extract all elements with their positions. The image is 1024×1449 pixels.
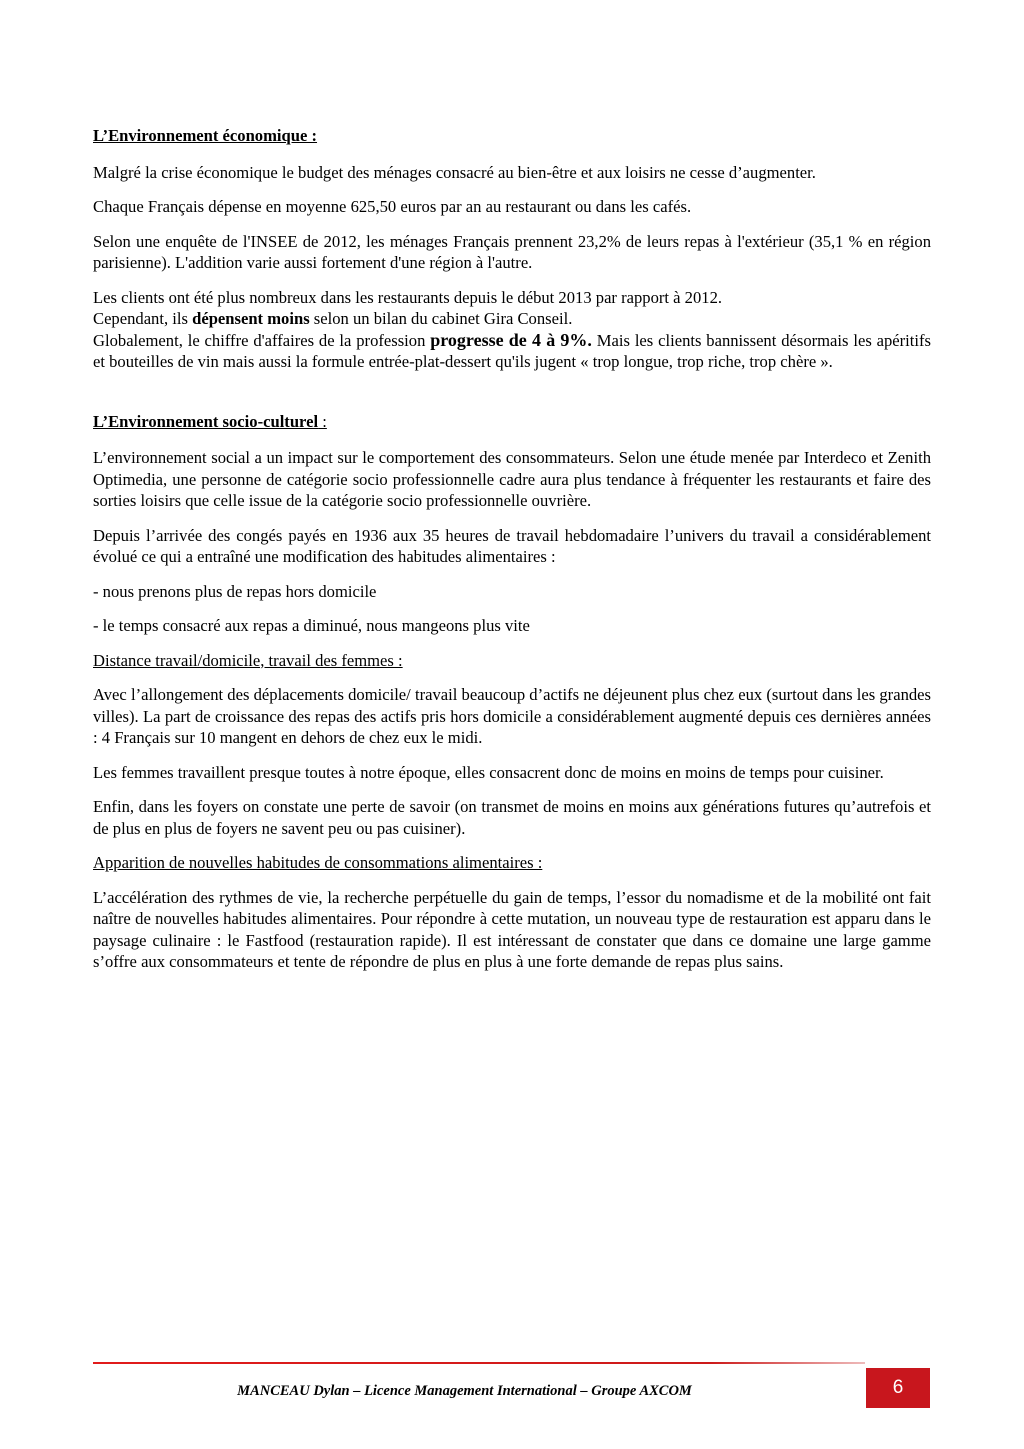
paragraph-eco-1: Malgré la crise économique le budget des ménages consacré au bien-être et aux loisirs ne cesse d’augmenter.: [93, 162, 816, 182]
eco-4-line-3-end: Mais les clients bannissent désormais les apéritifs et bouteilles de vin mais aussi la formule entrée-plat-dessert qu'ils jugent « trop longue, trop riche, trop chère ».: [93, 330, 931, 371]
paragraph-socio-2: Depuis l’arrivée des congés payés en 1936 aux 35 heures de travail hebdomadaire l’univers du travail a considérablement évolué ce qui a entraîné une modification des habitudes alimentaires :: [93, 525, 931, 566]
page-number-badge: 6: [866, 1368, 930, 1408]
list-item-temps-repas: - le temps consacré aux repas a diminué, nous mangeons plus vite: [93, 616, 530, 635]
eco-4-line-2-start: Cependant, ils: [93, 309, 193, 328]
eco-4-line-1: Les clients ont été plus nombreux dans les restaurants depuis le début 2013 par rapport à 2012.: [93, 287, 723, 307]
eco-4-line-3-start: Globalement, le chiffre d'affaires de la profession: [93, 330, 431, 350]
eco-4-line-2-end: selon un bilan du cabinet Gira Conseil.: [309, 309, 573, 328]
list-item-repas-hors-domicile: - nous prenons plus de repas hors domicile: [93, 581, 377, 601]
paragraph-eco-2: Chaque Français dépense en moyenne 625,50 euros par an au restaurant ou dans les cafés.: [93, 197, 692, 216]
paragraph-distance-3: Enfin, dans les foyers on constate une perte de savoir (on transmet de moins en moins aux générations futures qu’autrefois et de plus en plus de foyers ne savent peu ou pas cuisiner).: [93, 797, 931, 838]
paragraph-distance-2: Les femmes travaillent presque toutes à notre époque, elles consacrent donc de moins en moins de temps pour cuisiner.: [93, 762, 884, 782]
paragraph-distance-1: Avec l’allongement des déplacements domicile/ travail beaucoup d’actifs ne déjeunent plus chez eux (surtout dans les grandes villes). La part de croissance des repas des actifs pris hors domicile a considérablement augmenté depuis ces dernières années : 4 Français sur 10 mangent en dehors de chez eux le midi.: [93, 685, 931, 747]
document-page: [93, 118, 931, 986]
heading-environnement-socio-culturel: [93, 411, 931, 433]
paragraph-apparition-1: L’accélération des rythmes de vie, la recherche perpétuelle du gain de temps, l’essor du nomadisme et de la mobilité ont fait naître de nouvelles habitudes alimentaires. Pour répondre à cette mutation, un nouveau type de restauration est apparu dans le paysage culinaire : le Fastfood (restauration rapide). Il est intéressant de constater que dans ce domaine une large gamme s’offre aux consommateurs et tente de répondre de plus en plus à une forte demande de repas plus sains.: [93, 887, 931, 971]
paragraph-socio-1: L’environnement social a un impact sur le comportement des consommateurs. Selon une étude menée par Interdeco et Zenith Optimedia, une personne de catégorie socio professionnelle cadre aura plus tendance à fréquenter les restaurants et faire des sorties loisirs que celle issue de la catégorie socio professionnelle ouvrière.: [93, 448, 931, 510]
paragraph-eco-4: [93, 287, 931, 373]
socio-heading-text: L’Environnement socio-culturel: [93, 411, 319, 431]
paragraph-eco-3: Selon une enquête de l'INSEE de 2012, les ménages Français prennent 23,2% de leurs repas à l'extérieur (35,1 % en région parisienne). L'addition varie aussi fortement d'une région à l'autre.: [93, 231, 931, 272]
heading-apparition-habitudes: Apparition de nouvelles habitudes de consommations alimentaires :: [93, 853, 543, 872]
heading-distance-travail: Distance travail/domicile, travail des femmes :: [93, 650, 403, 670]
eco-4-bold-depensent-moins: dépensent moins: [192, 309, 310, 328]
socio-heading-colon: :: [318, 411, 327, 431]
footer-author: MANCEAU Dylan – Licence Management International – Groupe AXCOM: [237, 1383, 692, 1399]
heading-environnement-economique: L’Environnement économique :: [93, 126, 318, 145]
footer-divider: [93, 1362, 865, 1364]
eco-4-bold-progresse: progresse de 4 à 9%.: [430, 329, 592, 350]
